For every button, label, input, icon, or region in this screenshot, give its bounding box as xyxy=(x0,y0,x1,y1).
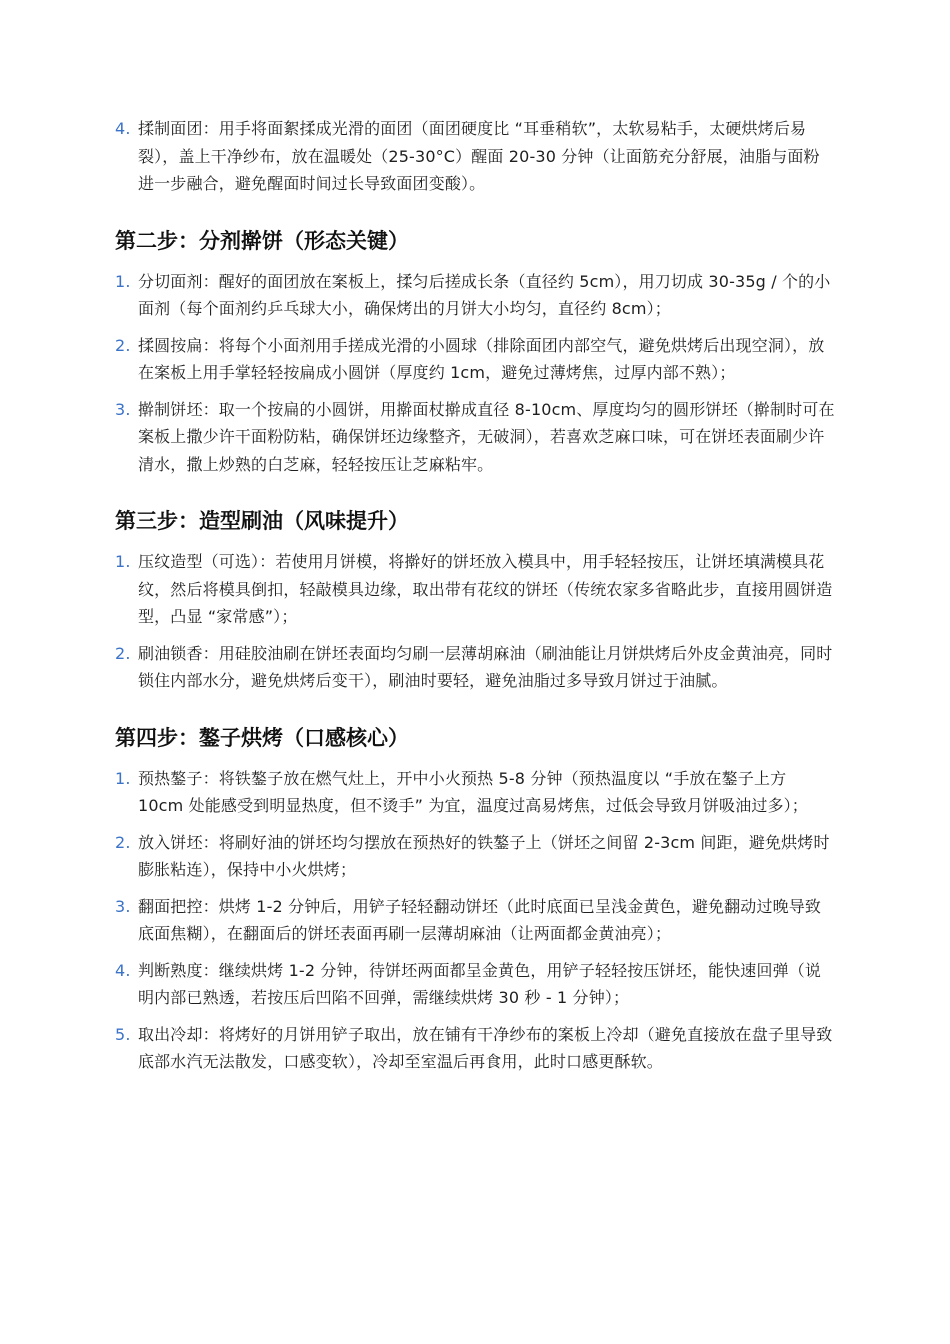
list-item-text: 刷油锁香：用硅胶油刷在饼坯表面均匀刷一层薄胡麻油（刷油能让月饼烘烤后外皮金黄油亮，同时锁住内部水分，避免烘烤后变干），刷油时要轻，避免油脂过多导致月饼过于油腻。 xyxy=(138,643,833,690)
section-step-4 xyxy=(115,723,835,1076)
list-item-text: 揉圆按扁：将每个小面剂用手搓成光滑的小圆球（排除面团内部空气，避免烘烤后出现空洞），放在案板上用手掌轻轻按扁成小圆饼（厚度约 1cm，避免过薄烤焦，过厚内部不熟）； xyxy=(138,335,825,382)
list-number: 5. xyxy=(115,1024,131,1044)
list-item-text: 擀制饼坯：取一个按扁的小圆饼，用擀面杖擀成直径 8-10cm、厚度均匀的圆形饼坯（擀制时可在案板上撒少许干面粉防粘，确保饼坯边缘整齐，无破洞），若喜欢芝麻口味，可在饼坯表面刷少许清水，撒上炒熟的白芝麻，轻轻按压让芝麻粘牢。 xyxy=(138,399,835,474)
list-item xyxy=(115,640,835,695)
document-content xyxy=(115,115,835,1076)
list-item-text: 翻面把控：烘烤 1-2 分钟后，用铲子轻轻翻动饼坯（此时底面已呈浅金黄色，避免翻动过晚导致底面焦糊），在翻面后的饼坯表面再刷一层薄胡麻油（让两面都金黄油亮）； xyxy=(138,896,822,943)
list-number: 3. xyxy=(115,399,131,419)
list-item xyxy=(115,332,835,387)
section-heading: 第二步：分剂擀饼（形态关键） xyxy=(115,228,409,253)
step-list xyxy=(115,548,835,695)
list-item xyxy=(115,957,835,1012)
list-item-text: 判断熟度：继续烘烤 1-2 分钟，待饼坯两面都呈金黄色，用铲子轻轻按压饼坯，能快速回弹（说明内部已熟透，若按压后凹陷不回弹，需继续烘烤 30 秒 - 1 分钟）； xyxy=(138,960,822,1007)
list-item xyxy=(115,268,835,323)
list-item-text: 预热鏊子：将铁鏊子放在燃气灶上，开中小火预热 5-8 分钟（预热温度以 “手放在鏊子上方 10cm 处能感受到明显热度，但不烫手” 为宜，温度过高易烤焦，过低会导致月饼吸油过多）； xyxy=(138,768,808,815)
list-number: 2. xyxy=(115,832,131,852)
section-step-2 xyxy=(115,226,835,479)
list-item xyxy=(115,115,835,198)
list-number: 2. xyxy=(115,335,131,355)
list-item-text: 放入饼坯：将刷好油的饼坯均匀摆放在预热好的铁鏊子上（饼坯之间留 2-3cm 间距，避免烘烤时膨胀粘连），保持中小火烘烤； xyxy=(138,832,830,879)
list-item xyxy=(115,829,835,884)
list-item xyxy=(115,765,835,820)
list-item-text: 压纹造型（可选）：若使用月饼模，将擀好的饼坯放入模具中，用手轻轻按压，让饼坯填满模具花纹，然后将模具倒扣，轻敲模具边缘，取出带有花纹的饼坯（传统农家多省略此步，直接用圆饼造型，凸显 “家常感”）； xyxy=(138,552,833,626)
intro-step-list xyxy=(115,115,835,198)
section-heading: 第四步：鏊子烘烤（口感核心） xyxy=(115,725,409,750)
section-step-3 xyxy=(115,506,835,695)
list-number: 4. xyxy=(115,119,131,138)
step-list xyxy=(115,765,835,1076)
list-number: 4. xyxy=(115,960,131,980)
list-item xyxy=(115,548,835,631)
section-heading: 第三步：造型刷油（风味提升） xyxy=(115,509,409,533)
list-item-text: 揉制面团：用手将面絮揉成光滑的面团（面团硬度比 “耳垂稍软”，太软易粘手，太硬烘烤后易裂），盖上干净纱布，放在温暖处（25-30°C）醒面 20-30 分钟（让面筋充分舒展，油脂与面粉进一步融合，避免醒面时间过长导致面团变酸）。 xyxy=(138,119,820,193)
list-number: 2. xyxy=(115,643,131,663)
list-item xyxy=(115,1021,835,1076)
list-item-text: 取出冷却：将烤好的月饼用铲子取出，放在铺有干净纱布的案板上冷却（避免直接放在盘子里导致底部水汽无法散发，口感变软），冷却至室温后再食用，此时口感更酥软。 xyxy=(138,1024,833,1071)
list-number: 1. xyxy=(115,271,131,291)
list-number: 1. xyxy=(115,552,131,571)
list-item xyxy=(115,893,835,948)
list-item xyxy=(115,396,835,479)
list-item-text: 分切面剂：醒好的面团放在案板上，揉匀后搓成长条（直径约 5cm），用刀切成 30-35g / 个的小面剂（每个面剂约乒乓球大小，确保烤出的月饼大小均匀，直径约 8cm）； xyxy=(138,271,831,318)
step-list xyxy=(115,268,835,479)
list-number: 1. xyxy=(115,768,131,788)
list-number: 3. xyxy=(115,896,131,916)
